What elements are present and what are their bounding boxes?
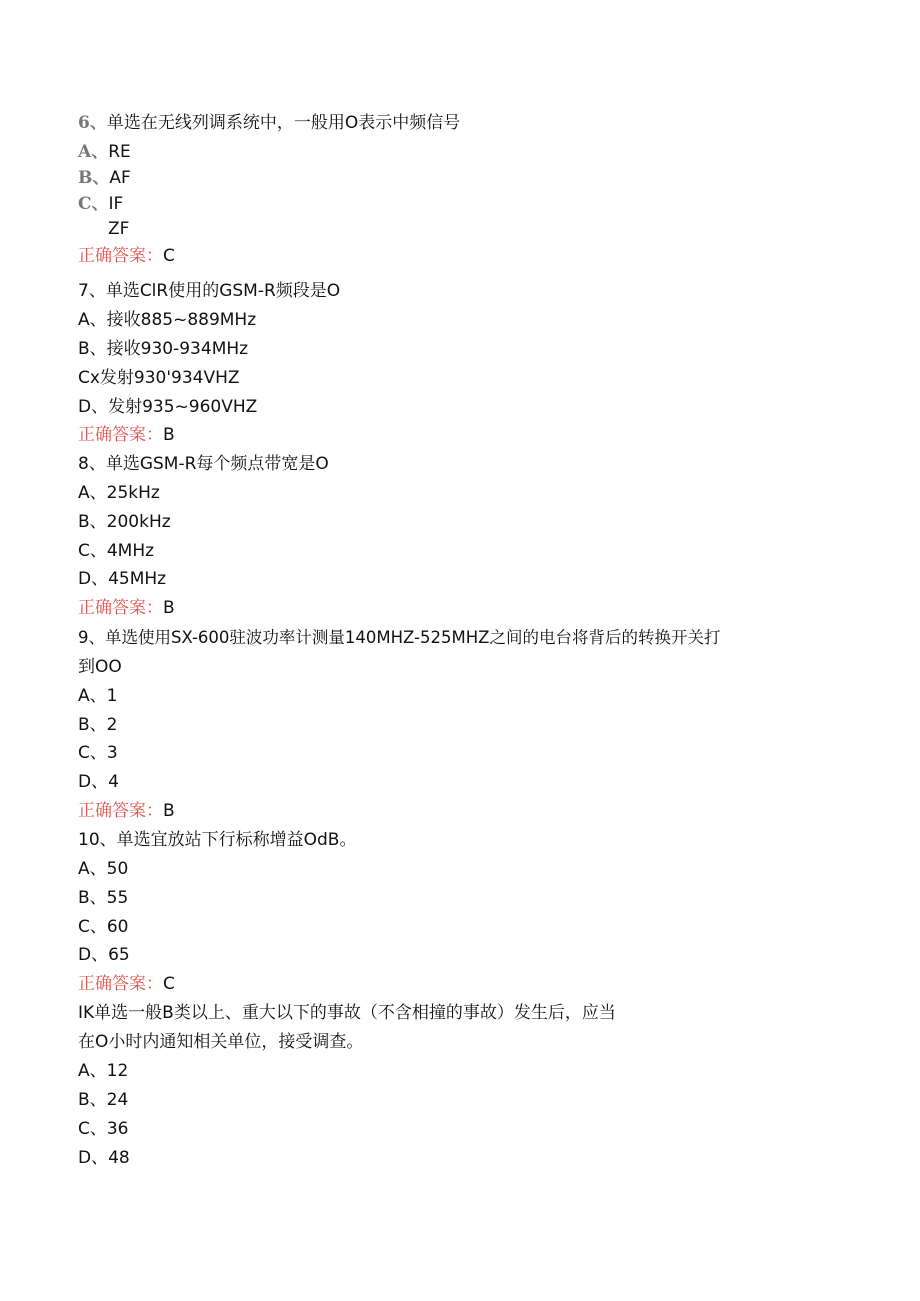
question-7-option-c: Cx发射930'934VHZ [78, 368, 240, 388]
answer-value: C [163, 974, 175, 994]
option-text: RE [108, 142, 131, 162]
answer-value: B [163, 425, 175, 445]
question-7-option-b: B、接收930-934MHz [78, 339, 249, 359]
option-prefix: B、 [78, 168, 110, 188]
question-9-stem-line-1: 9、单选使用SX-600驻波功率计测量140MHZ-525MHZ之间的电台将背后的转换开关打 [78, 628, 721, 647]
question-9-stem-line-2: 到OO [78, 657, 122, 677]
question-6-option-c [78, 193, 123, 215]
question-6-option-a [78, 141, 131, 163]
question-6-option-d [108, 218, 129, 240]
answer-value: C [163, 246, 175, 266]
question-7-option-d: D、发射935~960VHZ [78, 397, 258, 417]
question-6-answer [78, 245, 175, 267]
question-7-stem: 7、单选ClR使用的GSM-R频段是O [78, 281, 341, 301]
question-9-answer [78, 800, 175, 822]
question-11-option-a: A、12 [78, 1061, 129, 1081]
answer-label: 正确答案： [78, 974, 163, 994]
question-8-answer [78, 597, 175, 619]
question-7-answer [78, 424, 175, 446]
option-prefix: C、 [78, 194, 109, 214]
answer-value: B [163, 598, 175, 618]
answer-label: 正确答案： [78, 598, 163, 618]
answer-label: 正确答案： [78, 246, 163, 266]
answer-value: B [163, 801, 175, 821]
question-10-option-b: B、55 [78, 888, 129, 908]
option-text: AF [109, 168, 131, 188]
question-10-option-c: C、60 [78, 917, 129, 937]
question-8-option-c: C、4MHz [78, 541, 155, 561]
question-6-stem [78, 112, 460, 134]
question-6-option-b [78, 167, 131, 189]
question-10-option-a: A、50 [78, 859, 129, 879]
question-11-stem-line-1: IK单选一般B类以上、重大以下的事故（不含相撞的事故）发生后，应当 [78, 1003, 616, 1023]
option-text: IF [108, 194, 124, 214]
option-text: ZF [108, 219, 130, 239]
question-9-option-d: D、4 [78, 772, 119, 792]
question-11-option-b: B、24 [78, 1090, 129, 1110]
question-8-stem: 8、单选GSM-R每个频点带宽是O [78, 454, 329, 474]
question-8-option-a: A、25kHz [78, 483, 160, 503]
question-10-option-d: D、65 [78, 945, 130, 965]
question-8-option-b: B、200kHz [78, 512, 171, 532]
question-9-option-c: C、3 [78, 743, 118, 763]
question-9-option-a: A、1 [78, 686, 118, 706]
question-7-option-a: A、接收885~889MHz [78, 310, 257, 330]
question-9-option-b: B、2 [78, 715, 118, 735]
question-11-option-c: C、36 [78, 1119, 129, 1139]
answer-label: 正确答案： [78, 801, 163, 821]
question-6-number: 6、 [78, 113, 107, 133]
question-8-option-d: D、45MHz [78, 569, 167, 589]
question-11-option-d: D、48 [78, 1148, 130, 1168]
answer-label: 正确答案： [78, 425, 163, 445]
question-10-answer [78, 973, 175, 995]
question-10-stem: 10、单选宜放站下行标称增益OdB。 [78, 830, 357, 850]
option-prefix: A、 [78, 142, 109, 162]
question-6-text: 单选在无线列调系统中，一般用O表示中频信号 [106, 113, 461, 133]
question-11-stem-line-2: 在O小时内通知相关单位，接受调查。 [78, 1032, 364, 1052]
